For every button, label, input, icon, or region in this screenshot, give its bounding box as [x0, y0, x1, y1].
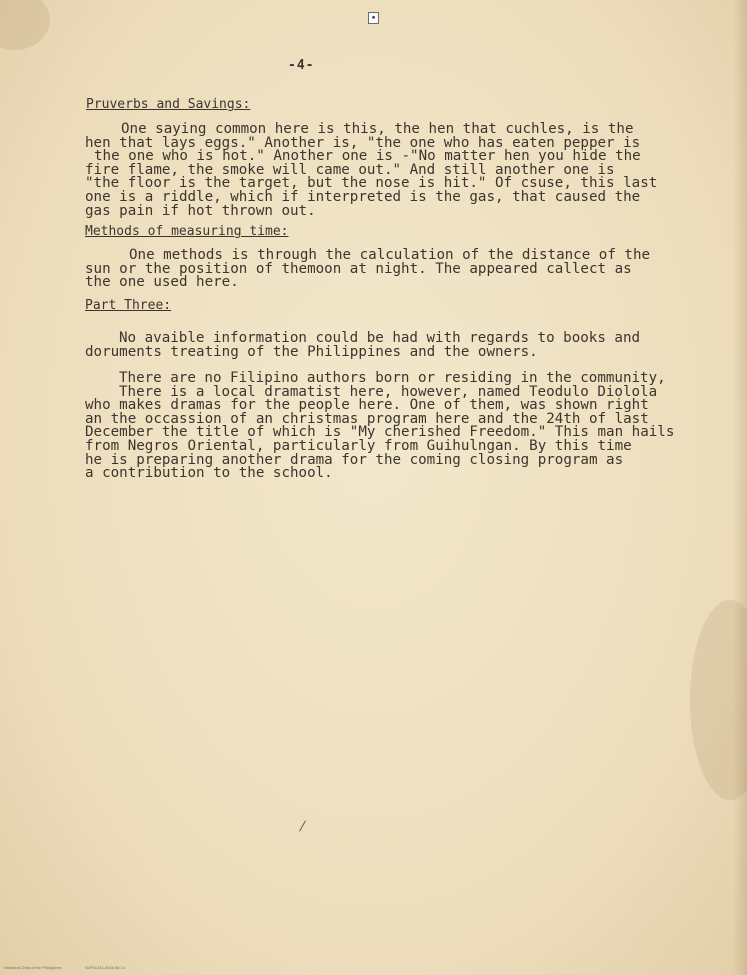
text-line: "the floor is the target, but the nose is hit." Of csuse, this last — [85, 175, 658, 192]
proverbs-paragraph — [85, 123, 657, 218]
text-line: There are no Filipino authors born or residing in the community, — [119, 370, 666, 386]
part-three-heading: Part Three: — [85, 298, 172, 313]
text-line: doruments treating of the Philippines and the owners. — [85, 343, 538, 360]
text-line: the one used here. — [85, 274, 239, 291]
text-line: hen that lays eggs." Another is, "the one who has eaten pepper is — [85, 134, 641, 151]
proverbs-heading: Pruverbs and Savings: — [86, 97, 251, 112]
page-edge-shadow — [733, 0, 747, 975]
text-line: an the occassion of an christmas program here and the 24th of last — [85, 410, 649, 427]
footer-right-text: NLP01234-0046 Bk 14 — [84, 965, 126, 970]
text-line: gas pain if hot thrown out. — [85, 202, 316, 219]
text-line: sun or the position of themoon at night. The appeared callect as — [85, 260, 632, 277]
part-three-paragraph-2 — [85, 372, 674, 481]
text-line: There is a local dramatist here, however, named Teodulo Diolola — [119, 383, 658, 400]
methods-heading: Methods of measuring time: — [85, 224, 289, 239]
text-line: fire flame, the smoke will came out." And still another one is — [85, 161, 615, 178]
pencil-mark — [299, 821, 306, 832]
part-three-paragraph-1 — [85, 332, 640, 359]
text-line: who makes dramas for the people here. One of them, was shown right — [85, 397, 649, 414]
text-line: he is preparing another drama for the coming closing program as — [85, 451, 624, 468]
scan-marker-icon: ▪ — [368, 12, 379, 24]
methods-paragraph — [85, 249, 650, 290]
text-line: No avaible information could be had with regards to books and — [119, 330, 641, 346]
text-line: One methods is through the calculation of the distance of the — [129, 247, 651, 263]
scan-footer — [4, 965, 147, 970]
footer-left-text: Historical Data of the Philippines — [4, 965, 62, 970]
page-number: -4- — [288, 58, 315, 73]
text-line: One saying common here is this, the hen that cuchles, is the — [121, 121, 634, 137]
page-stain — [0, 0, 50, 50]
text-line: December the title of which is "My cherished Freedom." This man hails — [85, 424, 675, 441]
text-line: the one who is hot." Another one is -"No matter hen you hide the — [94, 148, 641, 165]
text-line: one is a riddle, which if interpreted is the gas, that caused the — [85, 188, 641, 205]
text-line: a contribution to the school. — [85, 465, 333, 482]
text-line: from Negros Oriental, particularly from Guihulngan. By this time — [85, 437, 632, 454]
